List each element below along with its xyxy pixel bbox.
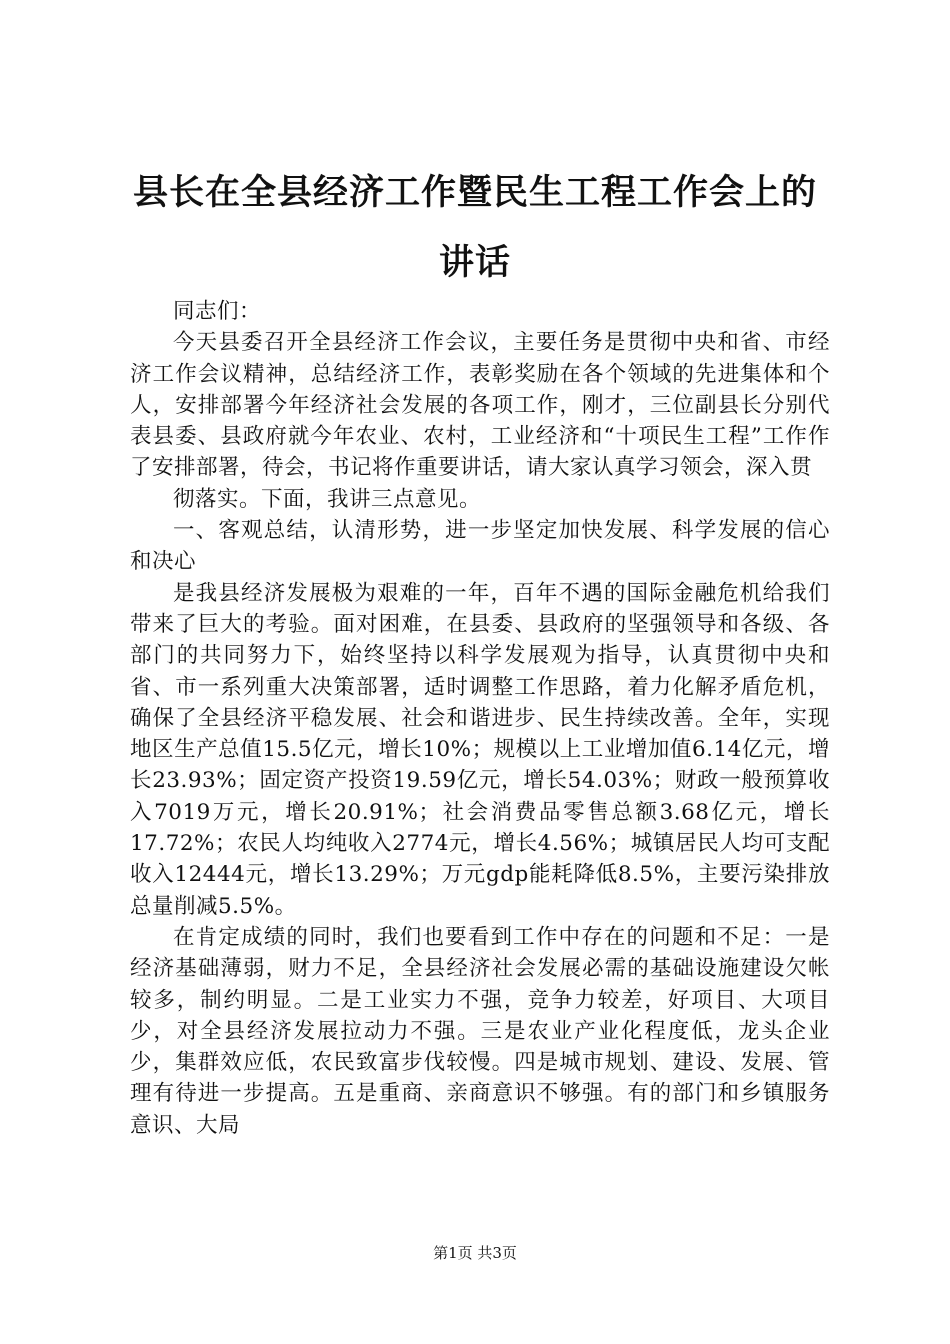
document-title: 县长在全县经济工作暨民生工程工作会上的讲话 bbox=[132, 173, 817, 283]
body-paragraph: 是我县经济发展极为艰难的一年，百年不遇的国际金融危机给我们带来了巨大的考验。面对困难，在县委、县政府的坚强领导和各级、各部门的共同努力下，始终坚持以科学发展观为指导，认真贯彻中央和省、市一系列重大决策部署，适时调整工作思路，着力化解矛盾危机，确保了全县经济平稳发展、社会和谐进步、民生持续改善。全年，实现地区生产总值15.5亿元，增长10%；规模以上工业增加值6.14亿元，增长23.93%；固定资产投资19.59亿元，增长54.03%；财政一般预算收入7019万元，增长20.91%；社会消费品零售总额3.68亿元，增长17.72%；农民人均纯收入2774元，增长4.56%；城镇居民人均可支配收入12444元，增长13.29%；万元gdp能耗降低8.5%，主要污染排放总量削减5.5%。 bbox=[130, 580, 830, 919]
page-number-footer: 第1页 共3页 bbox=[433, 1244, 517, 1262]
body-paragraph: 在肯定成绩的同时，我们也要看到工作中存在的问题和不足：一是经济基础薄弱，财力不足，全县经济社会发展必需的基础设施建设欠帐较多，制约明显。二是工业实力不强，竞争力较差，好项目、大项目少，对全县经济发展拉动力不强。三是农业产业化程度低，龙头企业少，集群效应低，农民致富步伐较慢。四是城市规划、建设、发展、管理有待进一步提高。五是重商、亲商意识不够强。有的部门和乡镇服务意识、大局 bbox=[130, 924, 830, 1138]
section-heading: 一、客观总结，认清形势，进一步坚定加快发展、科学发展的信心和决心 bbox=[130, 518, 830, 575]
body-paragraph: 今天县委召开全县经济工作会议，主要任务是贯彻中央和省、市经济工作会议精神，总结经济工作，表彰奖励在各个领域的先进集体和个人，安排部署今年经济社会发展的各项工作，刚才，三位副县长分别代表县委、县政府就今年农业、农村，工业经济和“十项民生工程”工作作了安排部署，待会，书记将作重要讲话，请大家认真学习领会，深入贯 bbox=[130, 330, 830, 481]
body-paragraph: 彻落实。下面，我讲三点意见。 bbox=[173, 486, 482, 512]
document-body bbox=[130, 296, 830, 1141]
salutation: 同志们： bbox=[173, 299, 262, 324]
